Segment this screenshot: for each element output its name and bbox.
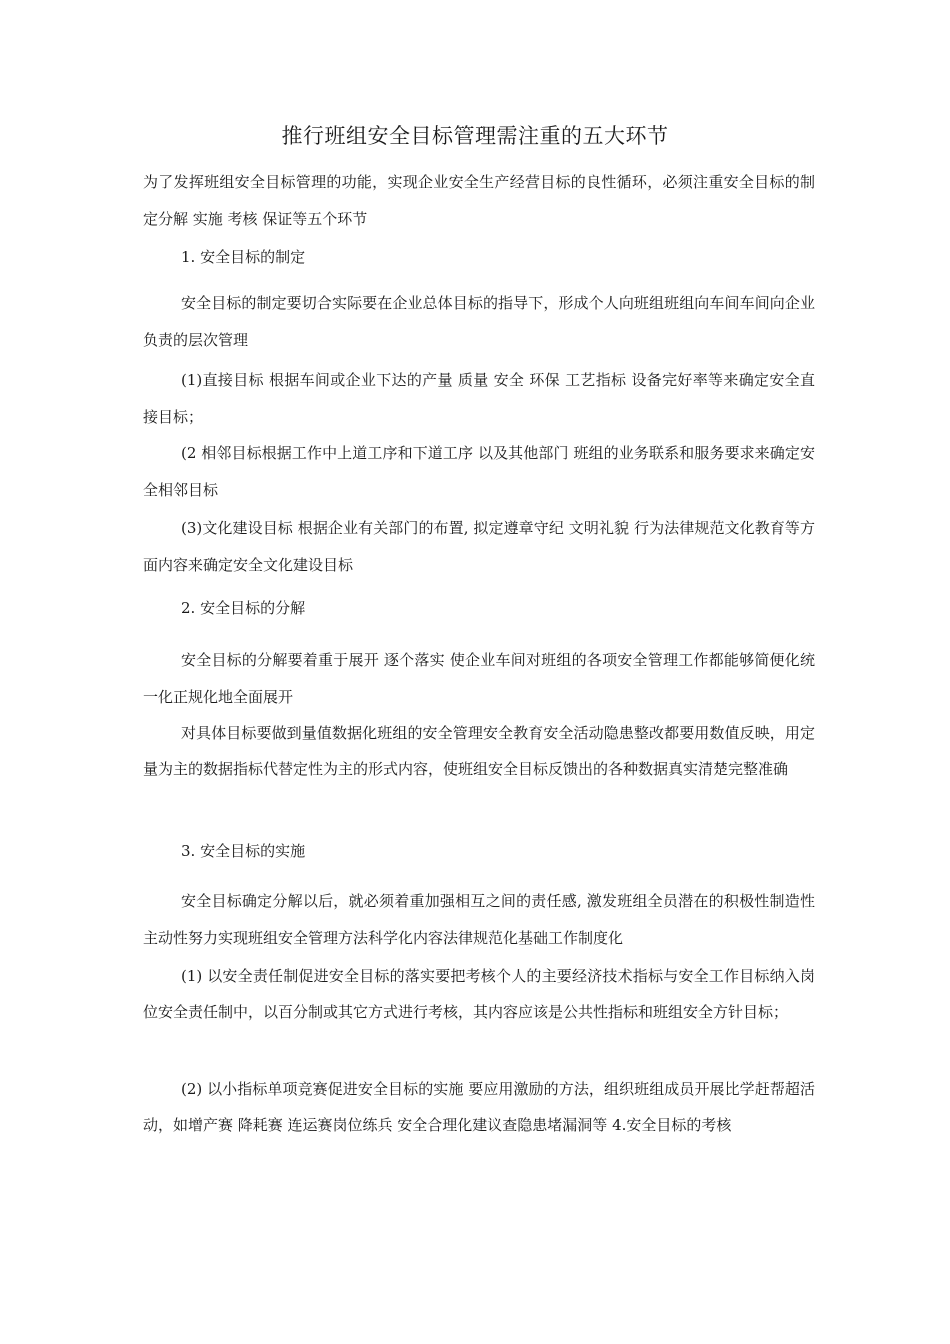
section-3-paragraph: 安全目标确定分解以后，就必须着重加强相互之间的责任感, 激发班组全员潜在的积极性制造性主动性努力实现班组安全管理方法科学化内容法律规范化基础工作制度化 <box>143 892 815 947</box>
section-1-item-3: (3)文化建设目标 根据企业有关部门的布置, 拟定遵章守纪 文明礼貌 行为法律规范文化教育等方面内容来确定安全文化建设目标 <box>143 519 815 574</box>
section-1-item-1: (1)直接目标 根据车间或企业下达的产量 质量 安全 环保 工艺指标 设备完好率等来确定安全直接目标； <box>143 371 815 426</box>
section-1-paragraph: 安全目标的制定要切合实际要在企业总体目标的指导下，形成个人向班组班组向车间车间向企业负责的层次管理 <box>143 294 815 349</box>
section-1-heading: 1. 安全目标的制定 <box>181 248 306 266</box>
section-3-item-1: (1) 以安全责任制促进安全目标的落实要把考核个人的主要经济技术指标与安全工作目标纳入岗位安全责任制中，以百分制或其它方式进行考核，其内容应该是公共性指标和班组安全方针目标； <box>143 967 815 1021</box>
section-3-item-2: (2) 以小指标单项竞赛促进安全目标的实施 要应用激励的方法，组织班组成员开展比学赶帮超活动，如增产赛 降耗赛 连运赛岗位练兵 安全合理化建议查隐患堵漏洞等 4.安全目标的考核 <box>143 1080 815 1134</box>
section-2-paragraph-1: 安全目标的分解要着重于展开 逐个落实 使企业车间对班组的各项安全管理工作都能够简便化统一化正规化地全面展开 <box>143 651 815 706</box>
intro-paragraph: 为了发挥班组安全目标管理的功能，实现企业安全生产经营目标的良性循环，必须注重安全目标的制定分解 实施 考核 保证等五个环节 <box>143 173 815 228</box>
section-2-paragraph-2: 对具体目标要做到量值数据化班组的安全管理安全教育安全活动隐患整改都要用数值反映，用定量为主的数据指标代替定性为主的形式内容，使班组安全目标反馈出的各种数据真实清楚完整准确 <box>143 724 815 778</box>
section-3-heading: 3. 安全目标的实施 <box>181 842 306 860</box>
section-2-heading: 2. 安全目标的分解 <box>181 599 306 617</box>
section-1-item-2: (2 相邻目标根据工作中上道工序和下道工序 以及其他部门 班组的业务联系和服务要求来确定安全相邻目标 <box>143 444 815 499</box>
document-title: 推行班组安全目标管理需注重的五大环节 <box>281 124 669 148</box>
